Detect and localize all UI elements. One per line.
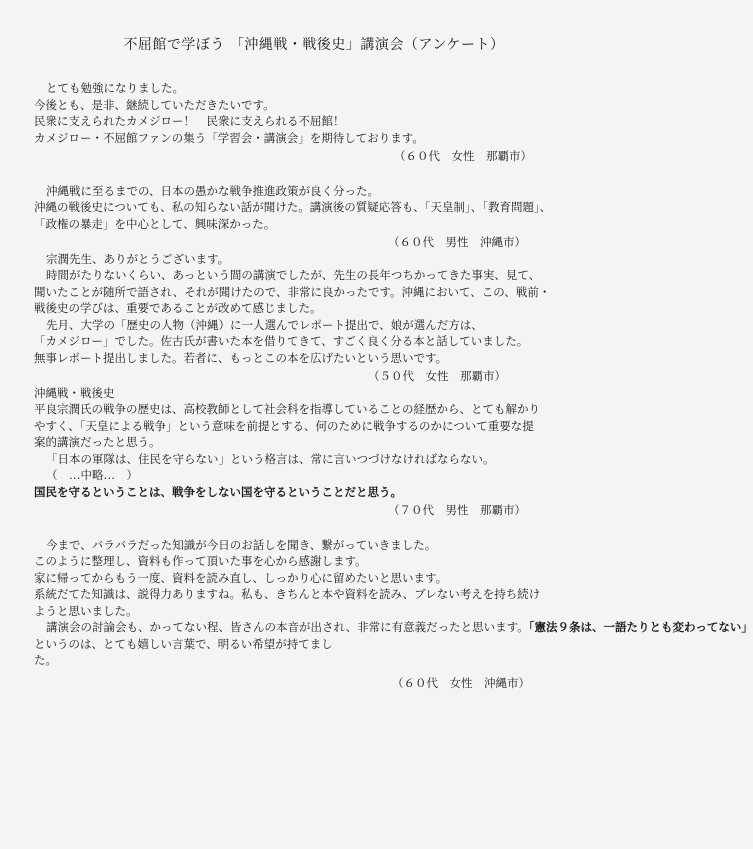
respondent-signature: （６０代 女性 那覇市）	[394, 149, 532, 163]
respondent-signature: （６０代 男性 沖縄市）	[388, 235, 526, 249]
comment-line: 時間がたりないくらい、あっという間の講演でしたが、先生の長年つちかってきた事実、見て、	[46, 268, 541, 282]
comment-line: カメジロー・不屈館ファンの集う「学習会・講演会」を期待しております。	[34, 130, 424, 145]
comment-entry-2	[34, 183, 572, 251]
comment-line: 民衆に支えられたカメジロー！ 民衆に支えられる不屈館！	[34, 114, 345, 128]
comment-entry-4	[34, 385, 572, 519]
comment-line: た。	[34, 653, 57, 667]
respondent-signature: （６０代 女性 沖縄市）	[392, 675, 530, 690]
comment-line: 戦後史の学びは、重要であることが改めて感じました。	[34, 301, 322, 315]
comment-line: 系統だてた知識は、説得力ありますね。私も、きちんと本や資料を読み、ブレない考えを持ち続け	[34, 587, 541, 601]
comment-quote-bold: 「憲法９条は、一語たりとも変わってない」	[528, 620, 753, 634]
comment-line: 今後とも、是非、継続していただきたいです。	[34, 97, 275, 112]
comment-line: （ …中略… ）	[46, 468, 138, 482]
page-title: 不屈館で学ぼう 「沖縄戦・戦後史」講演会（アンケート）	[123, 37, 505, 53]
comment-entry-1	[34, 80, 572, 165]
comment-line: 「日本の軍隊は、住民を守らない」という格言は、常に言いつづけなければならない。	[46, 451, 495, 466]
comment-line: というのは、とても嬉しい言葉で、明るい希望が持てまし	[34, 636, 333, 651]
comment-line: 宗潤先生、ありがとうございます。	[46, 251, 230, 266]
comment-line: やすく、「天皇による戦争」という意味を前提とする、何のために戦争するのかについて重要な提	[34, 418, 534, 433]
comment-line: 沖縄戦に至るまでの、日本の愚かな戦争推進政策が良く分った。	[46, 183, 380, 198]
comment-line-bold: 国民を守るということは、戦争をしない国を守るということだと思う。	[34, 484, 402, 499]
comment-line: このように整理し、資料も作って頂いた事を心から感謝します。	[34, 554, 367, 568]
comment-line	[34, 619, 753, 636]
comment-heading: 沖縄戦・戦後史	[34, 385, 115, 400]
comment-line: 家に帰ってからもう一度、資料を読み直し、しっかり心に留めたいと思います。	[34, 570, 448, 585]
comment-entry-5	[34, 537, 753, 692]
comment-line: ようと思いました。	[34, 603, 138, 618]
comment-text: 講演会の討論会も、かってない程、皆さんの本音が出され、非常に有意義だったと思います。	[46, 620, 529, 634]
comment-line: 先月、大学の「歴史の人物（沖縄）に一人選んでレポート提出で、娘が選んだ方は、	[46, 317, 483, 332]
comment-line: 平良宗潤氏の戦争の歴史は、高校教師として社会科を指導していることの経歴から、とても解かり	[34, 402, 540, 416]
comment-line: 案的講演だったと思う。	[34, 435, 161, 449]
comment-line: 今まで、バラバラだった知識が今日のお話しを聞き、繋がっていきました。	[46, 537, 437, 552]
comment-line: 沖縄の戦後史についても、私の知らない話が聞けた。講演後の質疑応答も、「天皇制」、「教育問題」、	[34, 200, 552, 214]
comment-entry-3	[34, 251, 572, 385]
comment-line: 「カメジロー」でした。佐古氏が書いた本を借りてきて、すごく良く分る本と話していました。	[34, 334, 529, 348]
respondent-signature: （５０代 女性 那覇市）	[368, 369, 506, 383]
comment-line: 無事レポート提出しました。若者に、もっとこの本を広げたいという思いです。	[34, 350, 448, 365]
respondent-signature: （７０代 男性 那覇市）	[388, 503, 526, 517]
comment-line: 聞いたことが随所で語され、それが聞けたので、非常に良かったです。沖縄において、この、戦前・	[34, 284, 551, 299]
comment-line: とても勉強になりました。	[46, 81, 184, 95]
comment-line: 「政権の暴走」を中心として、興味深かった。	[34, 216, 276, 231]
